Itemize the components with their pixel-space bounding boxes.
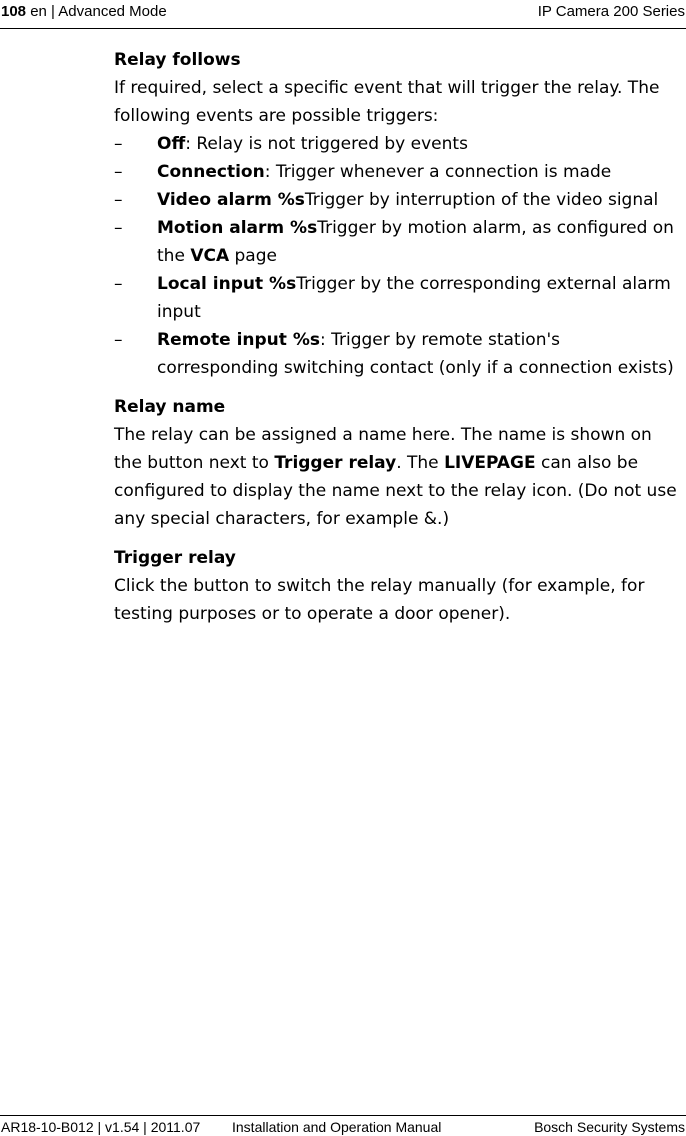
header-product: IP Camera 200 Series [537, 3, 685, 20]
list-dash: – [114, 330, 123, 350]
section-relay-follows [114, 46, 684, 382]
section-body: Click the button to switch the relay manually (for example, for testing purposes or to operate a door opener). [114, 576, 645, 624]
list-item [114, 326, 684, 382]
trigger-description: : Trigger by remote station's corresponding switching contact (only if a connection exists) [157, 330, 674, 378]
section-title: Trigger relay [114, 548, 236, 568]
trigger-description-end: page [229, 246, 277, 266]
trigger-term: Local input %s [157, 274, 297, 294]
trigger-term: Motion alarm %s [157, 218, 318, 238]
list-item [114, 130, 684, 158]
section-body [114, 421, 684, 533]
body-text: . The [396, 453, 445, 473]
page-header [0, 0, 686, 29]
list-dash: – [114, 134, 123, 154]
list-dash: – [114, 190, 123, 210]
list-dash: – [114, 218, 123, 238]
list-dash: – [114, 162, 123, 182]
ui-term-livepage: LIVEPAGE [444, 453, 536, 473]
section-title: Relay name [114, 397, 226, 417]
footer-company: Bosch Security Systems [534, 1119, 685, 1135]
section-title: Relay follows [114, 50, 241, 70]
footer-doc-id: AR18-10-B012 | v1.54 | 2011.07 [1, 1119, 201, 1135]
trigger-term: Video alarm %s [157, 190, 305, 210]
section-intro: If required, select a specific event that will trigger the relay. The following events are possible triggers: [114, 78, 660, 126]
list-item [114, 214, 684, 270]
trigger-list [114, 130, 684, 382]
header-left [1, 3, 167, 20]
body-text: can also be configured to display the name next to the relay icon. (Do not use any special characters, for example &.) [114, 453, 677, 529]
section-relay-name [114, 393, 684, 533]
trigger-description: Trigger by motion alarm, as configured on the [157, 218, 674, 266]
trigger-description: Trigger by the corresponding external alarm input [157, 274, 671, 322]
list-dash: – [114, 274, 123, 294]
ui-term-trigger-relay: Trigger relay [274, 453, 397, 473]
page-number: 108 [1, 3, 27, 20]
section-trigger-relay [114, 544, 684, 628]
trigger-term-secondary: VCA [190, 246, 230, 266]
list-item [114, 186, 684, 214]
list-item [114, 158, 684, 186]
page-footer [0, 1115, 686, 1136]
header-section: en | Advanced Mode [30, 3, 167, 20]
trigger-description: Trigger by interruption of the video signal [304, 190, 659, 210]
main-content [114, 46, 684, 639]
trigger-description: : Trigger whenever a connection is made [264, 162, 612, 182]
trigger-description: : Relay is not triggered by events [185, 134, 468, 154]
footer-manual: Installation and Operation Manual [232, 1119, 442, 1135]
trigger-term: Off [157, 134, 186, 154]
trigger-term: Connection [157, 162, 265, 182]
body-text: The relay can be assigned a name here. The name is shown on the button next to [114, 425, 652, 473]
trigger-term: Remote input %s [157, 330, 320, 350]
list-item [114, 270, 684, 326]
